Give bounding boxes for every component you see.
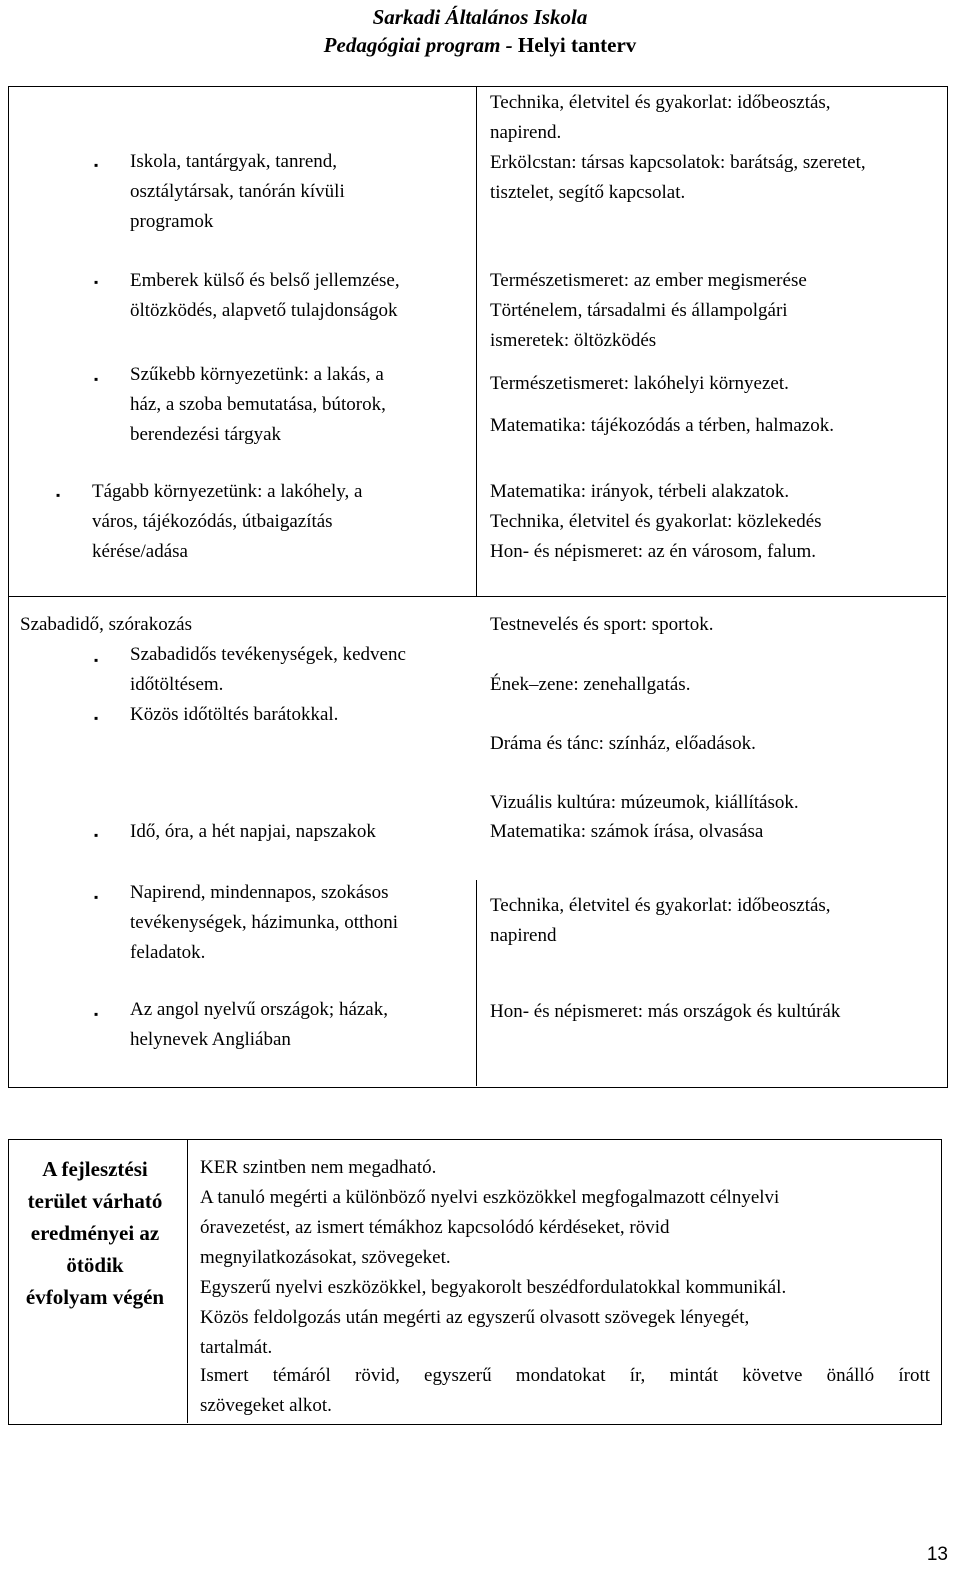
bullet-icon: ▪ — [56, 488, 61, 502]
link-4-line-2: Technika, életvitel és gyakorlat: közlekedés — [490, 511, 822, 532]
document-title — [0, 32, 960, 58]
topics-table-divider — [476, 86, 477, 596]
topic-8-line-2: helynevek Angliában — [130, 1029, 291, 1050]
link-5c: Dráma és tánc: színház, előadások. — [490, 733, 756, 754]
outcomes-text-line-9: szövegeket alkot. — [200, 1395, 332, 1416]
topic-5-title: Szabadidő, szórakozás — [20, 614, 192, 635]
bullet-icon: ▪ — [94, 828, 99, 842]
link-2-line-3: ismeretek: öltözködés — [490, 330, 657, 351]
outcomes-label-line-3: eredményei az — [30, 1221, 160, 1245]
link-8: Hon- és népismeret: más országok és kultúrák — [490, 1001, 841, 1022]
bullet-icon: ▪ — [94, 158, 99, 172]
link-4-line-3: Hon- és népismeret: az én városom, falum. — [490, 541, 817, 562]
outcomes-label-line-4: ötödik — [66, 1253, 124, 1277]
link-5b: Ének–zene: zenehallgatás. — [490, 674, 691, 695]
topic-5b: Közös időtöltés barátokkal. — [130, 704, 339, 725]
topic-1-line-1: Iskola, tantárgyak, tanrend, — [130, 151, 337, 172]
topic-7-line-2: tevékenységek, házimunka, otthoni — [130, 912, 399, 933]
program-subtitle: Helyi tanterv — [517, 33, 637, 57]
bullet-icon: ▪ — [94, 275, 99, 289]
link-2-line-2: Történelem, társadalmi és állampolgári — [490, 300, 788, 321]
row-separator — [8, 596, 946, 597]
page-number: 13 — [926, 1544, 948, 1565]
link-6: Matematika: számok írása, olvasása — [490, 821, 764, 842]
link-1-line-4: tisztelet, segítő kapcsolat. — [490, 182, 686, 203]
topics-table-divider — [476, 880, 477, 1086]
topic-4-line-1: Tágabb környezetünk: a lakóhely, a — [92, 481, 363, 502]
bullet-icon: ▪ — [94, 1007, 99, 1021]
outcomes-text-line-5: Egyszerű nyelvi eszközökkel, begyakorolt beszédfordulatokkal kommunikál. — [200, 1277, 787, 1298]
link-7-line-1: Technika, életvitel és gyakorlat: időbeosztás, — [490, 895, 831, 916]
outcomes-table-divider — [187, 1139, 188, 1423]
topic-6: Idő, óra, a hét napjai, napszakok — [130, 821, 376, 842]
topic-2-line-1: Emberek külső és belső jellemzése, — [130, 270, 400, 291]
topic-4-line-3: kérése/adása — [92, 541, 188, 562]
link-2-line-1: Természetismeret: az ember megismerése — [490, 270, 807, 291]
link-7-line-2: napirend — [490, 925, 557, 946]
link-1-line-1: Technika, életvitel és gyakorlat: időbeosztás, — [490, 92, 831, 113]
outcomes-label-line-2: terület várható — [27, 1189, 163, 1213]
link-5d: Vizuális kultúra: múzeumok, kiállítások. — [490, 792, 799, 813]
link-5a: Testnevelés és sport: sportok. — [490, 614, 714, 635]
outcomes-text-line-6: Közös feldolgozás után megérti az egyszerű olvasott szövegek lényegét, — [200, 1307, 750, 1328]
outcomes-text-line-3: óravezetést, az ismert témákhoz kapcsolódó kérdéseket, rövid — [200, 1217, 670, 1238]
bullet-icon: ▪ — [94, 890, 99, 904]
outcomes-label-line-1: A fejlesztési — [42, 1157, 148, 1181]
link-1-line-3: Erkölcstan: társas kapcsolatok: barátság, szeretet, — [490, 152, 866, 173]
link-1-line-2: napirend. — [490, 122, 562, 143]
topic-1-line-2: osztálytársak, tanórán kívüli — [130, 181, 345, 202]
topic-5a-line-2: időtöltésem. — [130, 674, 224, 695]
topic-7-line-1: Napirend, mindennapos, szokásos — [130, 882, 389, 903]
topic-3-line-2: ház, a szoba bemutatása, bútorok, — [130, 394, 386, 415]
outcomes-text-line-8: Ismert témáról rövid, egyszerű mondatokat ír, mintát követve önálló írott — [200, 1365, 930, 1386]
outcomes-text-line-2: A tanuló megérti a különböző nyelvi eszközökkel megfogalmazott célnyelvi — [200, 1187, 780, 1208]
link-3b: Matematika: tájékozódás a térben, halmazok. — [490, 415, 834, 436]
topic-3-line-1: Szűkebb környezetünk: a lakás, a — [130, 364, 384, 385]
topic-1-line-3: programok — [130, 211, 214, 232]
topic-7-line-3: feladatok. — [130, 942, 206, 963]
outcomes-label-line-5: évfolyam végén — [25, 1285, 165, 1309]
topic-3-line-3: berendezési tárgyak — [130, 424, 282, 445]
school-name: Sarkadi Általános Iskola — [372, 5, 588, 29]
outcomes-text-line-1: KER szintben nem megadható. — [200, 1157, 437, 1178]
bullet-icon: ▪ — [94, 653, 99, 667]
topic-2-line-2: öltözködés, alapvető tulajdonságok — [130, 300, 398, 321]
link-3a: Természetismeret: lakóhelyi környezet. — [490, 373, 789, 394]
bullet-icon: ▪ — [94, 372, 99, 386]
program-title: Pedagógiai program - — [323, 33, 518, 57]
topic-8-line-1: Az angol nyelvű országok; házak, — [130, 999, 388, 1020]
outcomes-text-line-7: tartalmát. — [200, 1337, 273, 1358]
topic-4-line-2: város, tájékozódás, útbaigazítás — [92, 511, 333, 532]
topic-5a-line-1: Szabadidős tevékenységek, kedvenc — [130, 644, 406, 665]
link-4-line-1: Matematika: irányok, térbeli alakzatok. — [490, 481, 790, 502]
bullet-icon: ▪ — [94, 711, 99, 725]
outcomes-text-line-4: megnyilatkozásokat, szövegeket. — [200, 1247, 451, 1268]
